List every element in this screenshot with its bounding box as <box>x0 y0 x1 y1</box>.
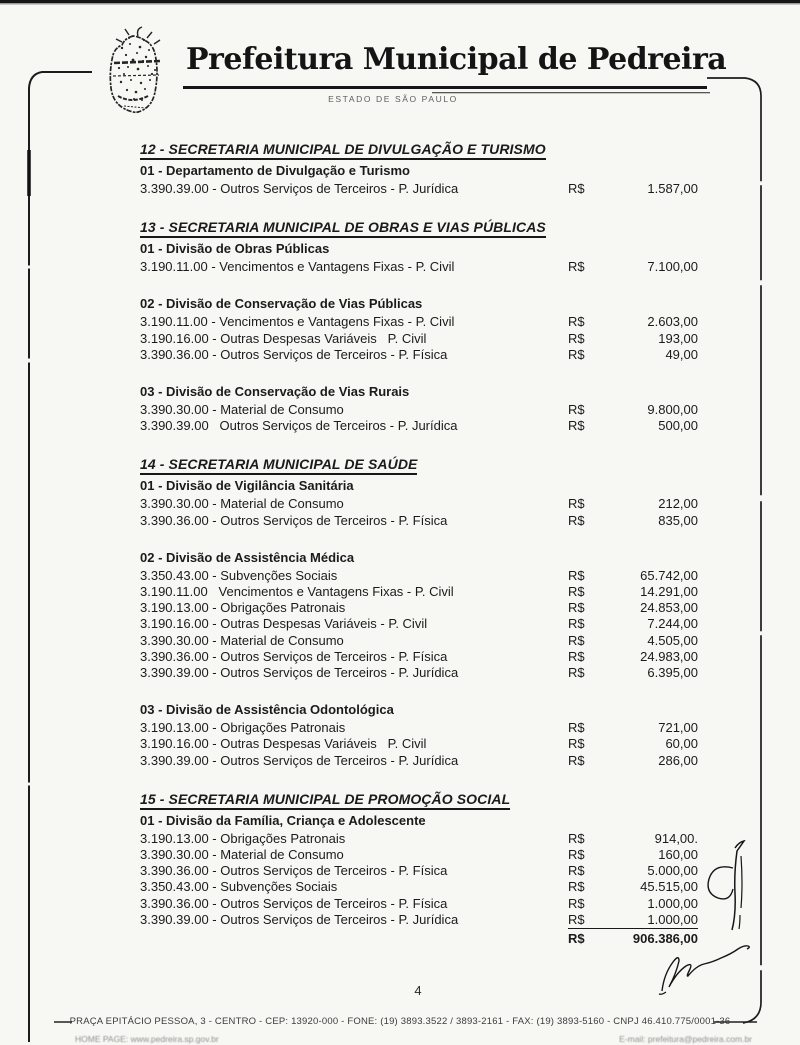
item-value: 1.000,00 <box>647 895 698 911</box>
section-heading: 15 - SECRETARIA MUNICIPAL DE PROMOÇÃO SOCIAL <box>140 791 510 810</box>
item-value: 7.100,00 <box>647 259 698 275</box>
item-value: 1.587,00 <box>647 181 698 196</box>
item-value: 49,00 <box>665 346 698 362</box>
budget-group <box>140 241 698 275</box>
currency-label: R$ <box>568 512 585 528</box>
currency-label: R$ <box>568 879 585 895</box>
page-title: Prefeitura Municipal de Pedreira <box>186 42 727 77</box>
budget-item-row <box>140 418 698 434</box>
total-row <box>140 931 698 947</box>
item-value: 4.505,00 <box>647 632 698 648</box>
budget-item-row <box>140 736 698 752</box>
currency-label: R$ <box>568 330 585 346</box>
crest-speckles <box>118 37 156 101</box>
budget-item-row <box>140 181 698 197</box>
title-underline-echo <box>432 92 710 93</box>
group-title: 02 - Divisão de Conservação de Vias Públicas <box>140 296 423 312</box>
item-value: 60,00 <box>665 736 698 752</box>
footer-fine-print <box>75 1033 752 1045</box>
item-description: 3.190.11.00 - Vencimentos e Vantagens Fixas - P. Civil <box>140 314 455 330</box>
item-value: 24.983,00 <box>640 648 698 664</box>
page-subtitle: ESTADO DE SÃO PAULO <box>328 94 458 104</box>
group-title: 03 - Divisão de Assistência Odontológica <box>140 702 394 718</box>
budget-section <box>140 219 698 434</box>
item-description: 3.190.13.00 - Obrigações Patronais <box>140 600 346 616</box>
budget-section <box>140 141 698 197</box>
section-heading-wrap <box>140 219 698 238</box>
section-heading: 12 - SECRETARIA MUNICIPAL DE DIVULGAÇÃO E TURISMO <box>140 141 546 160</box>
item-value: 193,00 <box>658 330 698 346</box>
budget-item-row <box>140 616 698 632</box>
budget-item-row <box>140 863 698 879</box>
currency-label: R$ <box>568 847 585 863</box>
budget-item-row <box>140 513 698 529</box>
item-value: 160,00 <box>658 847 698 863</box>
item-description: 3.390.30.00 - Material de Consumo <box>140 402 344 418</box>
budget-item-row <box>140 665 698 681</box>
currency-label: R$ <box>568 736 585 752</box>
item-description: 3.190.16.00 - Outras Despesas Variáveis - P. Civil <box>140 616 428 632</box>
budget-item-row <box>140 649 698 665</box>
footer-homepage: HOME PAGE: www.pedreira.sp.gov.br <box>75 1034 219 1044</box>
item-description: 3.190.16.00 - Outras Despesas Variáveis P. Civil <box>140 736 427 752</box>
budget-group <box>140 813 698 947</box>
item-value: 835,00 <box>658 512 698 528</box>
budget-section <box>140 456 698 768</box>
currency-label: R$ <box>568 863 585 879</box>
total-spacer <box>140 931 568 947</box>
item-value: 286,00 <box>658 752 698 768</box>
budget-item-row <box>140 896 698 912</box>
item-description: 3.390.36.00 - Outros Serviços de Terceiros - P. Física <box>140 346 448 362</box>
footer-email: E-mail: prefeitura@pedreira.com.br <box>619 1034 752 1044</box>
budget-item-row <box>140 753 698 769</box>
item-description: 3.390.30.00 - Material de Consumo <box>140 847 344 863</box>
section-heading: 14 - SECRETARIA MUNICIPAL DE SAÚDE <box>140 456 417 475</box>
budget-item-row <box>140 402 698 418</box>
group-title: 01 - Departamento de Divulgação e Turismo <box>140 163 410 178</box>
currency-label: R$ <box>568 259 585 275</box>
total-value: 906.386,00 <box>632 931 698 947</box>
title-underline <box>183 86 707 89</box>
item-value: 24.853,00 <box>640 600 698 616</box>
item-description: 3.390.30.00 - Material de Consumo <box>140 632 344 648</box>
item-value: 14.291,00 <box>640 584 698 600</box>
item-description: 3.390.30.00 - Material de Consumo <box>140 496 344 512</box>
item-value: 1.000,00 <box>613 912 698 929</box>
budget-item-row <box>140 584 698 600</box>
group-title: 01 - Divisão de Vigilância Sanitária <box>140 478 354 494</box>
item-value: 500,00 <box>658 418 698 434</box>
currency-label: R$ <box>568 632 585 648</box>
currency-label: R$ <box>568 616 585 632</box>
budget-item-row <box>140 831 698 847</box>
section-heading-wrap <box>140 141 698 160</box>
currency-label: R$ <box>568 830 585 846</box>
top-edge-line <box>0 0 800 3</box>
section-heading-wrap <box>140 791 698 810</box>
currency-label: R$ <box>568 496 585 512</box>
group-title: 02 - Divisão de Assistência Médica <box>140 549 355 565</box>
currency-label: R$ <box>568 418 585 434</box>
footer-address: PRAÇA EPITÁCIO PESSOA, 3 - CENTRO - CEP: 13920-000 - FONE: (19) 3893.3522 / 3893-2161 - FAX: (19) 3893-5160 - CNPJ 46.410.775/0001-36 <box>69 1016 731 1027</box>
currency-label: R$ <box>568 895 585 911</box>
item-description: 3.390.39.00 Outros Serviços de Terceiros - P. Jurídica <box>140 418 458 434</box>
top-edge-smear <box>0 3 800 5</box>
currency-label: R$ <box>568 314 585 330</box>
item-value: 212,00 <box>658 496 698 512</box>
item-description: 3.390.36.00 - Outros Serviços de Terceiros - P. Física <box>140 512 448 528</box>
item-description: 3.390.39.00 - Outros Serviços de Terceiros - P. Jurídica <box>140 911 459 927</box>
item-value: 721,00 <box>658 720 698 736</box>
budget-group <box>140 384 698 434</box>
budget-item-row <box>140 331 698 347</box>
budget-item-row <box>140 720 698 736</box>
municipal-coat-of-arms-icon <box>110 27 160 112</box>
item-value: 914,00. <box>654 830 698 846</box>
currency-label: R$ <box>568 912 613 929</box>
budget-group <box>140 478 698 528</box>
item-description: 3.190.13.00 - Obrigações Patronais <box>140 830 346 846</box>
currency-label: R$ <box>568 600 585 616</box>
item-description: 3.390.39.00 - Outros Serviços de Terceiros - P. Jurídica <box>140 752 459 768</box>
currency-label: R$ <box>568 665 585 681</box>
item-description: 3.350.43.00 - Subvenções Sociais <box>140 879 338 895</box>
budget-item-row <box>140 568 698 584</box>
budget-item-row <box>140 347 698 363</box>
budget-group <box>140 550 698 681</box>
handwritten-paraph <box>708 841 744 930</box>
group-title: 03 - Divisão de Conservação de Vias Rurais <box>140 384 410 400</box>
item-description: 3.350.43.00 - Subvenções Sociais <box>140 567 338 583</box>
budget-group <box>140 163 698 197</box>
budget-item-row <box>140 912 698 929</box>
budget-item-row <box>140 259 698 275</box>
currency-label: R$ <box>568 402 585 418</box>
budget-item-row <box>140 879 698 895</box>
budget-section <box>140 791 698 947</box>
budget-item-row <box>140 600 698 616</box>
group-title: 01 - Divisão da Família, Criança e Adolescente <box>140 812 426 828</box>
budget-item-row <box>140 847 698 863</box>
budget-body <box>140 141 698 969</box>
item-value: 65.742,00 <box>640 567 698 583</box>
item-value: 2.603,00 <box>647 314 698 330</box>
currency-label: R$ <box>568 567 585 583</box>
currency-label: R$ <box>568 752 585 768</box>
total-currency-label: R$ <box>568 931 585 947</box>
item-description: 3.190.16.00 - Outras Despesas Variáveis P. Civil <box>140 330 427 346</box>
currency-label: R$ <box>568 720 585 736</box>
budget-group <box>140 702 698 769</box>
currency-label: R$ <box>568 648 585 664</box>
item-description: 3.190.13.00 - Obrigações Patronais <box>140 720 346 736</box>
budget-item-row <box>140 633 698 649</box>
item-description: 3.390.36.00 - Outros Serviços de Terceiros - P. Física <box>140 648 448 664</box>
right-page-edge-line <box>707 78 761 1023</box>
currency-label: R$ <box>568 346 585 362</box>
group-title: 01 - Divisão de Obras Públicas <box>140 241 330 257</box>
item-description: 3.190.11.00 - Vencimentos e Vantagens Fixas - P. Civil <box>140 259 455 275</box>
item-value: 6.395,00 <box>647 665 698 681</box>
item-value: 5.000,00 <box>647 863 698 879</box>
section-heading-wrap <box>140 456 698 475</box>
budget-item-row <box>140 496 698 512</box>
item-value: 9.800,00 <box>647 402 698 418</box>
item-value: 7.244,00 <box>647 616 698 632</box>
item-description: 3.390.36.00 - Outros Serviços de Terceiros - P. Física <box>140 863 448 879</box>
budget-item-row <box>140 314 698 330</box>
item-description: 3.190.11.00 Vencimentos e Vantagens Fixas - P. Civil <box>140 584 454 600</box>
currency-label: R$ <box>568 181 585 196</box>
item-description: 3.390.36.00 - Outros Serviços de Terceiros - P. Física <box>140 895 448 911</box>
currency-label: R$ <box>568 584 585 600</box>
page-number: 4 <box>414 983 422 998</box>
item-description: 3.390.39.00 - Outros Serviços de Terceiros - P. Jurídica <box>140 665 459 681</box>
left-page-edge-line <box>29 72 92 1042</box>
item-description: 3.390.39.00 - Outros Serviços de Terceiros - P. Jurídica <box>140 181 459 196</box>
section-heading: 13 - SECRETARIA MUNICIPAL DE OBRAS E VIAS PÚBLICAS <box>140 219 546 238</box>
item-value: 45.515,00 <box>640 879 698 895</box>
budget-group <box>140 296 698 363</box>
